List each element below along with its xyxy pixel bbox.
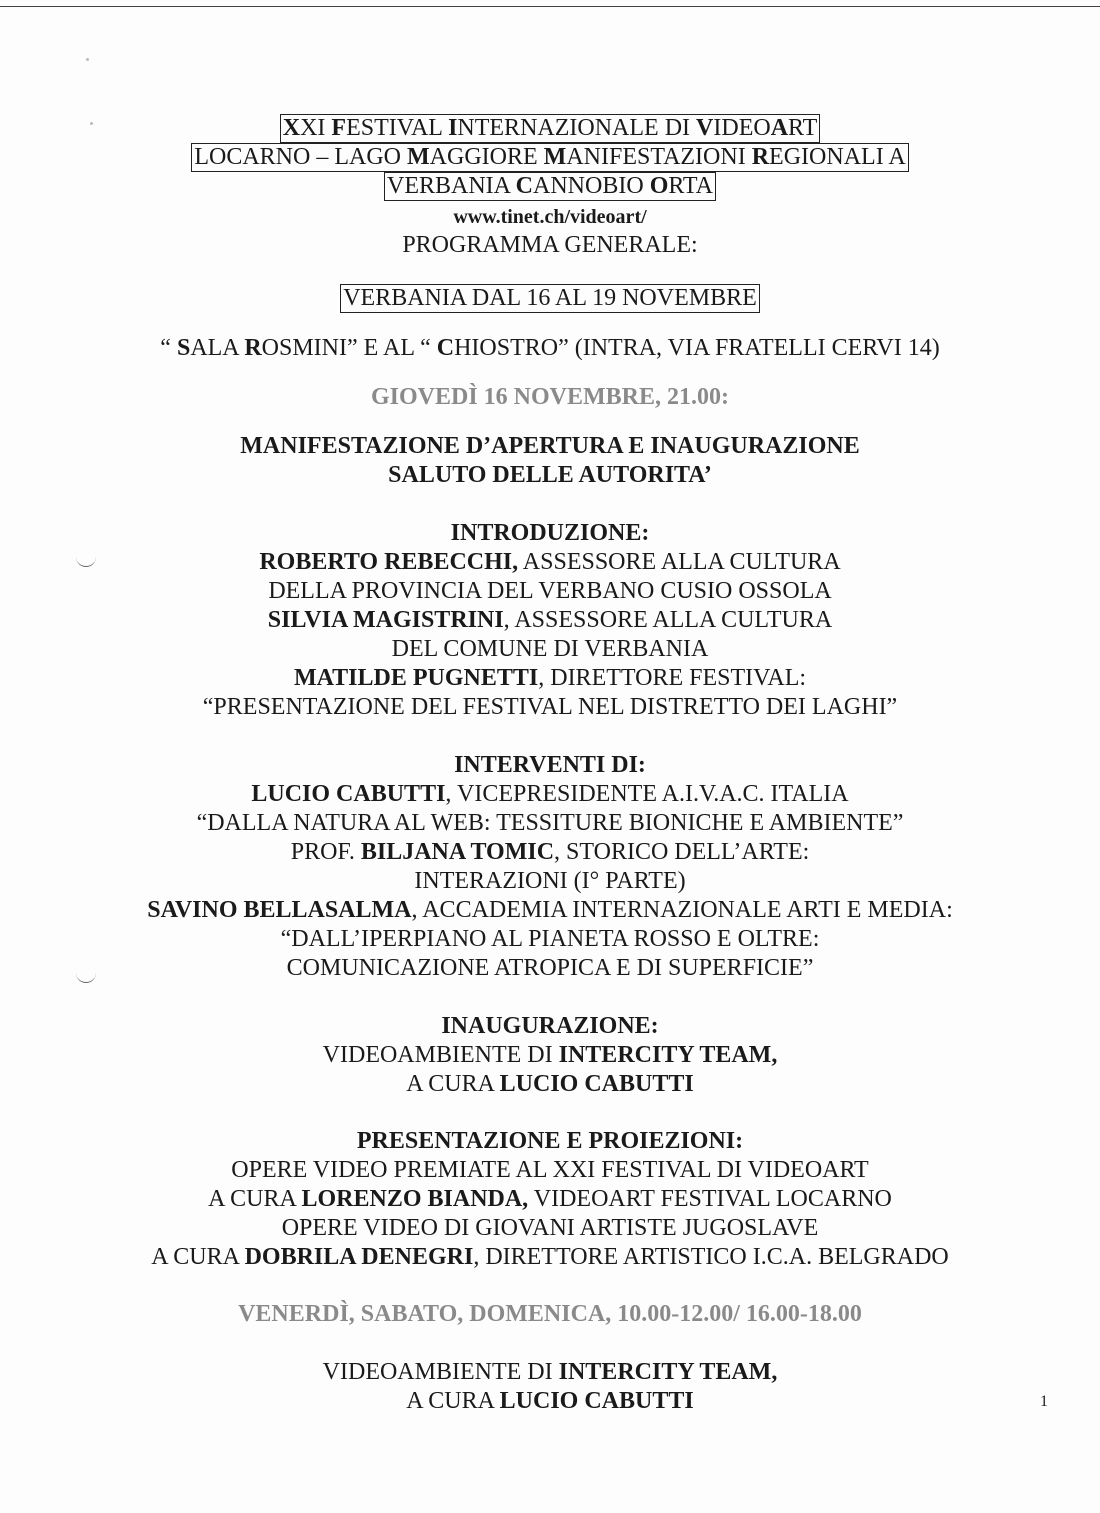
dates-box: VERBANIA DAL 16 AL 19 NOVEMBRE bbox=[0, 284, 1100, 313]
intro-speaker-3: MATILDE PUGNETTI, DIRETTORE FESTIVAL: bbox=[293, 665, 807, 691]
intro-speaker-2: SILVIA MAGISTRINI, ASSESSORE ALLA CULTURA bbox=[267, 607, 833, 633]
intro-line: “PRESENTAZIONE DEL FESTIVAL NEL DISTRETTO DEI LAGHI” bbox=[202, 694, 898, 720]
festival-title: XXI FESTIVAL INTERNAZIONALE DI VIDEOART bbox=[0, 114, 1100, 143]
festival-url[interactable]: www.tinet.ch/videoart/ bbox=[453, 206, 647, 228]
opening-greeting: SALUTO DELLE AUTORITA’ bbox=[388, 462, 712, 488]
interventi-line: COMUNICAZIONE ATROPICA E DI SUPERFICIE” bbox=[286, 955, 814, 981]
presentazione-line: A CURA LORENZO BIANDA, VIDEOART FESTIVAL LOCARNO bbox=[208, 1186, 892, 1212]
presentazione-line: OPERE VIDEO DI GIOVANI ARTISTE JUGOSLAVE bbox=[281, 1215, 819, 1241]
festival-locations: VERBANIA CANNOBIO ORTA bbox=[0, 172, 1100, 201]
inaugurazione-heading: INAUGURAZIONE: bbox=[441, 1013, 659, 1039]
inaugurazione-line: VIDEOAMBIENTE DI INTERCITY TEAM, bbox=[322, 1042, 778, 1068]
weekend-line: A CURA LUCIO CABUTTI bbox=[406, 1388, 694, 1414]
intro-line: DEL COMUNE DI VERBANIA bbox=[391, 636, 709, 662]
top-edge-line bbox=[0, 6, 1100, 7]
presentazione-line: OPERE VIDEO PREMIATE AL XXI FESTIVAL DI VIDEOART bbox=[231, 1157, 869, 1183]
intro-speaker-1: ROBERTO REBECCHI, ASSESSORE ALLA CULTURA bbox=[259, 549, 841, 575]
weekend-line: VIDEOAMBIENTE DI INTERCITY TEAM, bbox=[322, 1359, 778, 1385]
interventi-line: INTERAZIONI (I° PARTE) bbox=[414, 868, 686, 894]
weekend-schedule: VENERDÌ, SABATO, DOMENICA, 10.00-12.00/ 16.00-18.00 bbox=[238, 1301, 862, 1327]
venue-line: “ SALA ROSMINI” E AL “ CHIOSTRO” (INTRA, VIA FRATELLI CERVI 14) bbox=[160, 335, 940, 361]
interventi-heading: INTERVENTI DI: bbox=[454, 752, 646, 778]
presentazione-line: A CURA DOBRILA DENEGRI, DIRETTORE ARTISTICO I.C.A. BELGRADO bbox=[151, 1244, 949, 1270]
programma-heading: PROGRAMMA GENERALE: bbox=[402, 232, 698, 258]
opening-date: GIOVEDÌ 16 NOVEMBRE, 21.00: bbox=[370, 384, 730, 410]
interventi-line: “DALL’IPERPIANO AL PIANETA ROSSO E OLTRE: bbox=[280, 926, 820, 952]
interventi-line: “DALLA NATURA AL WEB: TESSITURE BIONICHE E AMBIENTE” bbox=[196, 810, 904, 836]
intro-line: DELLA PROVINCIA DEL VERBANO CUSIO OSSOLA bbox=[268, 578, 832, 604]
inaugurazione-line: A CURA LUCIO CABUTTI bbox=[406, 1071, 694, 1097]
scan-speck bbox=[86, 58, 89, 61]
festival-subtitle: LOCARNO – LAGO MAGGIORE MANIFESTAZIONI REGIONALI A bbox=[0, 143, 1100, 172]
interventi-speaker-1: LUCIO CABUTTI, VICEPRESIDENTE A.I.V.A.C. ITALIA bbox=[251, 781, 849, 807]
page-number: 1 bbox=[1040, 1393, 1048, 1410]
interventi-speaker-3: SAVINO BELLASALMA, ACCADEMIA INTERNAZIONALE ARTI E MEDIA: bbox=[147, 897, 953, 923]
opening-title: MANIFESTAZIONE D’APERTURA E INAUGURAZIONE bbox=[240, 433, 860, 459]
intro-heading: INTRODUZIONE: bbox=[450, 520, 650, 546]
interventi-speaker-2: PROF. BILJANA TOMIC, STORICO DELL’ARTE: bbox=[290, 839, 810, 865]
presentazione-heading: PRESENTAZIONE E PROIEZIONI: bbox=[356, 1128, 744, 1154]
